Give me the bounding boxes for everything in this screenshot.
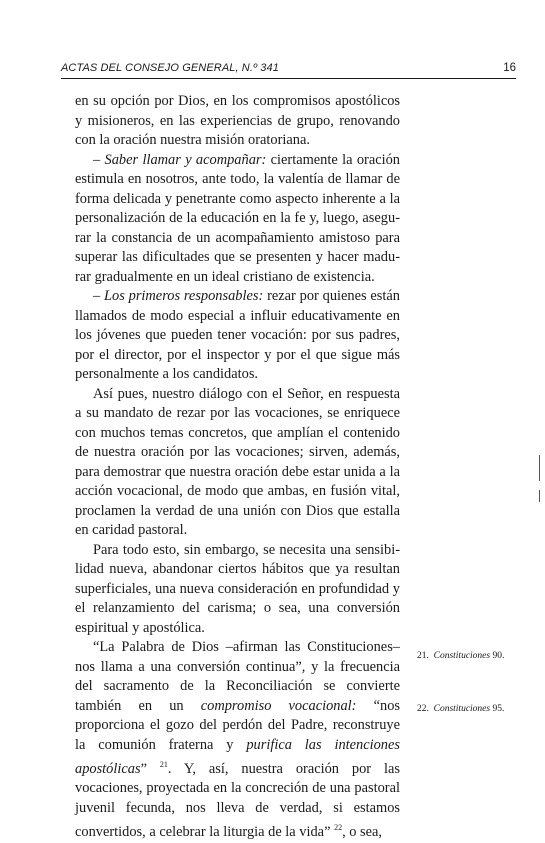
paragraph-1: en su opción por Dios, en los compromisos apostólicos y misioneros, en las experiencias de grupo, renovando con la oración nuestra misión oratoriana. [75,93,400,148]
margin-mark [539,455,540,481]
paragraph-4: Así pues, nuestro diálogo con el Señor, en respuesta a su mandato de rezar por las vocaciones, se enriquece con muchos temas concretos, que amplían el contenido de nuestra oración por las vocaciones; sirven, además, para demostrar que nuestra oración debe estar unida a la acción vocacional, de modo que ambas, en fusión vital, proclamen la verdad de una unión con Dios que estalla en caridad pastoral. [75,385,400,538]
footnote-21: 21. Constituciones 90. [417,651,505,661]
subheading-primeros-responsables: – Los primeros responsables: [93,288,264,304]
paragraph-5: Para todo esto, sin embargo, se necesita una sensibilidad nueva, abandonar ciertos hábitos que ya resultan superficiales, una nueva consideración en profundidad y el relanzamiento del carisma; o sea, una conversión espiritual y apostólica. [75,541,400,636]
running-title: ACTAS DEL CONSEJO GENERAL, N.º 341 [61,62,279,74]
body-text [75,92,400,843]
margin-mark [539,490,540,502]
subheading-saber-llamar: – Saber llamar y acompañar: [93,151,267,168]
paragraph-2: – Saber llamar y acompañar: ciertamente la oración estimula en nosotros, ante todo, la valentía de llamar de forma delicada y penetrante como aspecto inherente a la personalización de la educación en la fe y, luego, asegurar la constancia de un acompañamiento amistoso para superar las dificultades que se presenten y hacer madurar gradualmente en un ideal cristiano de existencia. [75,151,400,285]
page-number: 16 [503,62,516,74]
running-header [61,58,516,78]
paragraph-6: “La Palabra de Dios –afirman las Constituciones– nos llama a una conversión continua”, y la frecuencia del sacramento de la Reconciliación se convierte también en un compromiso vocacional: “nos proporciona el gozo del perdón del Padre, reconstruye la comunión fraterna y purifica las intenciones apostólicas” $^{21}$. Y, así, nuestra oración por las vocaciones, proyectada en la concreción de una pastoral juvenil fecunda, nos lleva de verdad, si estamos convertidos, a celebrar la liturgia de la vida” $^{22}$, o sea, [75,639,400,841]
paragraph-3: – Los primeros responsables: rezar por quienes están llamados de modo especial a influir educativamente en los jóvenes que pueden tener vocación: por sus padres, por el director, por el inspector y por el que sigue más personalmente a los candidatos. [75,288,400,382]
footnote-ref-22[interactable]: 22 [334,823,343,833]
footnote-22: 22. Constituciones 95. [417,704,505,714]
header-rule [61,78,516,79]
footnote-ref-21[interactable]: 21 [159,760,168,769]
